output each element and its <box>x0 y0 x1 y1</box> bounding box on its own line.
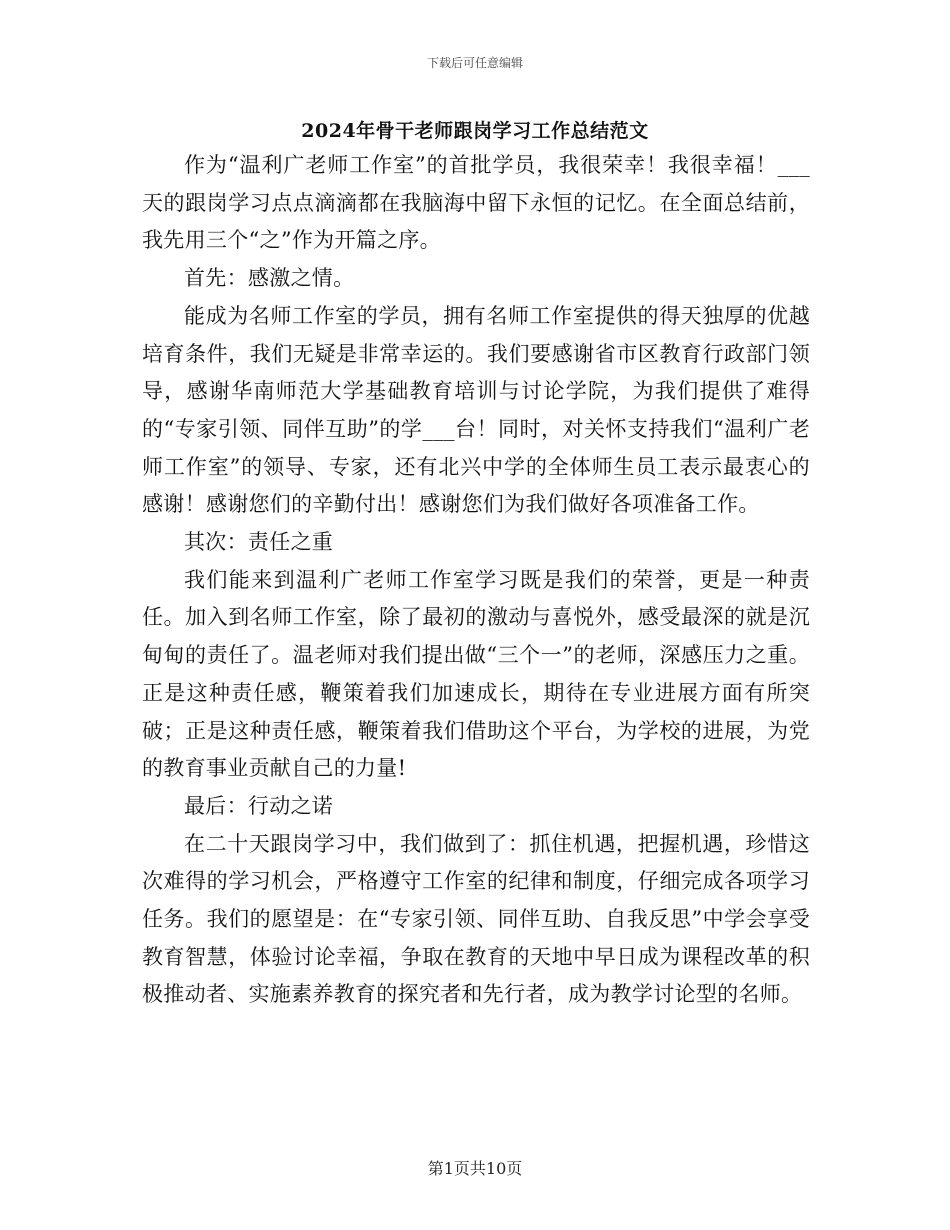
section-heading-responsibility: 其次：责任之重 <box>184 530 334 555</box>
section-heading-gratitude: 首先：感激之情。 <box>184 266 355 291</box>
document-body <box>142 147 810 1014</box>
document-title: 2024年骨干老师跟岗学习工作总结范文 <box>301 120 649 142</box>
page-footer: 第1页共10页 <box>427 1159 523 1178</box>
paragraph-intro: 作为“温利广老师工作室”的首批学员，我很荣幸！我很幸福！___天的跟岗学习点点滴滴都在我脑海中留下永恒的记忆。在全面总结前，我先用三个“之”作为开篇之序。 <box>142 153 810 253</box>
paragraph-responsibility: 我们能来到温利广老师工作室学习既是我们的荣誉，更是一种责任。加入到名师工作室，除了最初的激动与喜悦外，感受最深的就是沉甸甸的责任了。温老师对我们提出做“三个一”的老师，深感压力之重。正是这种责任感，鞭策着我们加速成长，期待在专业进展方面有所突破；正是这种责任感，鞭策着我们借助这个平台，为学校的进展，为党的教育事业贡献自己的力量! <box>142 567 810 781</box>
paragraph-gratitude: 能成为名师工作室的学员，拥有名师工作室提供的得天独厚的优越培育条件，我们无疑是非常幸运的。我们要感谢省市区教育行政部门领导，感谢华南师范大学基础教育培训与讨论学院，为我们提供了难得的“专家引领、同伴互助”的学___台！同时，对关怀支持我们“温利广老师工作室”的领导、专家，还有北兴中学的全体师生员工表示最衷心的感谢！感谢您们的辛勤付出！感谢您们为我们做好各项准备工作。 <box>142 303 810 517</box>
section-heading-commitment: 最后：行动之诺 <box>184 793 334 818</box>
header-note: 下载后可任意编辑 <box>426 56 523 70</box>
paragraph-commitment: 在二十天跟岗学习中，我们做到了：抓住机遇，把握机遇，珍惜这次难得的学习机会，严格遵守工作室的纪律和制度，仔细完成各项学习任务。我们的愿望是：在“专家引领、同伴互助、自我反思”中学会享受教育智慧，体验讨论幸福，争取在教育的天地中早日成为课程改革的积极推动者、实施素养教育的探究者和先行者，成为教学讨论型的名师。 <box>142 831 810 1007</box>
